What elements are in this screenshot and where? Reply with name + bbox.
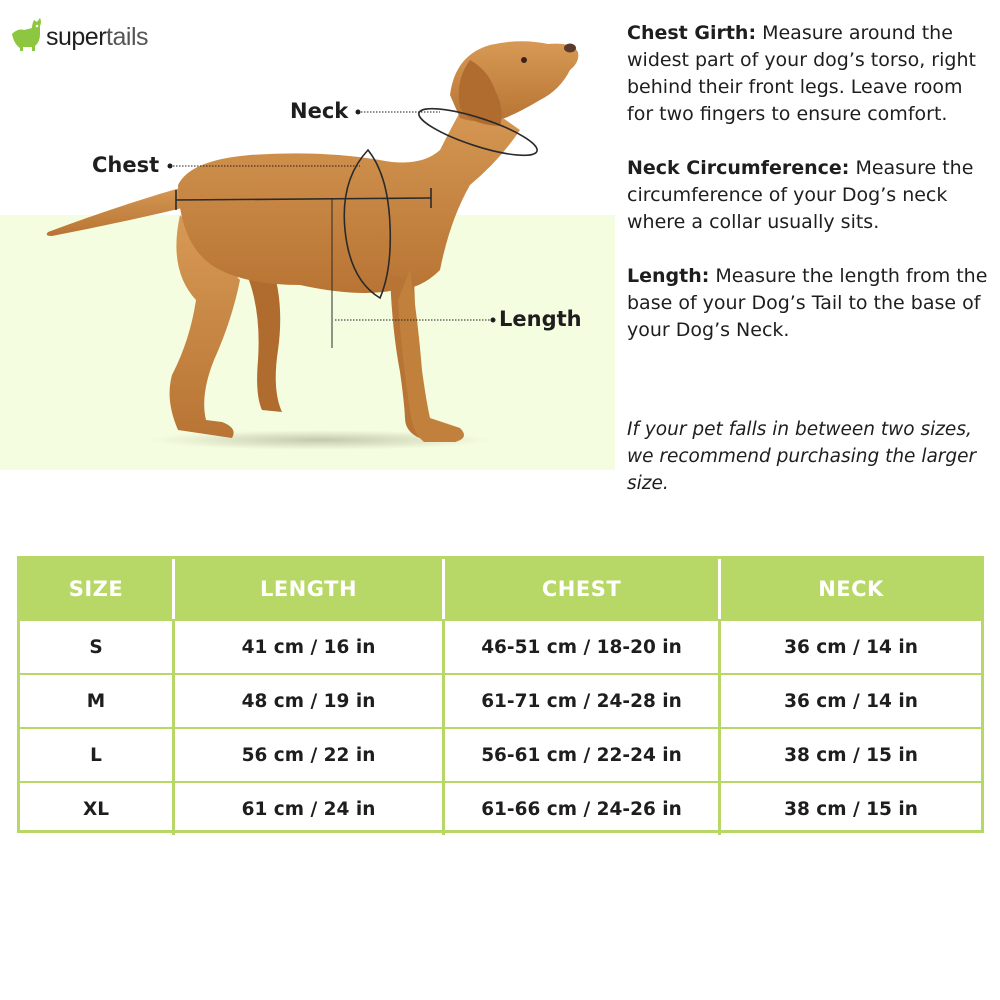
length-cell: 48 cm / 19 in	[175, 675, 445, 727]
header-neck: NECK	[818, 577, 884, 601]
size-cell: XL	[20, 783, 175, 835]
length-instruction	[627, 263, 992, 344]
table-row	[20, 619, 981, 673]
chest-instruction-text: Measure around the widest part of your dog’s torso, right behind their front legs. Leave room for two fingers to ensure comfort.	[627, 22, 976, 125]
neck-cell: 36 cm / 14 in	[784, 690, 918, 712]
chest-instruction-title: Chest Girth:	[627, 22, 757, 44]
chest-cell: 46-51 cm / 18-20 in	[445, 621, 721, 673]
length-cell: 56 cm / 22 in	[175, 729, 445, 781]
length-label: Length	[499, 307, 582, 331]
size-cell: M	[20, 675, 175, 727]
measurement-instructions	[627, 20, 992, 371]
table-row	[20, 673, 981, 727]
neck-cell: 38 cm / 15 in	[784, 798, 918, 820]
dog-tail	[47, 185, 195, 236]
length-cell: 41 cm / 16 in	[175, 621, 445, 673]
header-length: LENGTH	[175, 559, 445, 619]
length-cell: 61 cm / 24 in	[175, 783, 445, 835]
dog-nose	[564, 44, 576, 53]
table-row	[20, 727, 981, 781]
table-header-row	[20, 559, 981, 619]
chest-label: Chest	[92, 153, 160, 177]
length-instruction-text: Measure the length from the base of your Dog’s Tail to the base of your Dog’s Neck.	[627, 265, 988, 341]
chest-cell: 61-66 cm / 24-26 in	[445, 783, 721, 835]
size-cell: L	[20, 729, 175, 781]
brand-name-part2: tails	[106, 23, 149, 51]
chest-instruction	[627, 20, 992, 128]
table-row	[20, 781, 981, 835]
brand-name-part1: super	[46, 23, 107, 51]
size-cell: S	[20, 621, 175, 673]
neck-cell: 36 cm / 14 in	[784, 636, 918, 658]
neck-instruction-text: Measure the circumference of your Dog’s neck where a collar usually sits.	[627, 157, 974, 233]
chest-cell: 61-71 cm / 24-28 in	[445, 675, 721, 727]
size-recommendation-note: If your pet falls in between two sizes, we recommend purchasing the larger size.	[627, 419, 977, 494]
dog-eye	[521, 57, 527, 63]
dog-measurement-illustration	[0, 0, 620, 470]
neck-label: Neck	[290, 99, 349, 123]
neck-instruction	[627, 155, 992, 236]
neck-cell: 38 cm / 15 in	[784, 744, 918, 766]
dog-body	[178, 95, 520, 293]
header-size: SIZE	[20, 559, 175, 619]
chest-cell: 56-61 cm / 22-24 in	[445, 729, 721, 781]
header-chest: CHEST	[445, 559, 721, 619]
length-instruction-title: Length:	[627, 265, 710, 287]
size-chart-table	[17, 556, 984, 833]
neck-instruction-title: Neck Circumference:	[627, 157, 850, 179]
